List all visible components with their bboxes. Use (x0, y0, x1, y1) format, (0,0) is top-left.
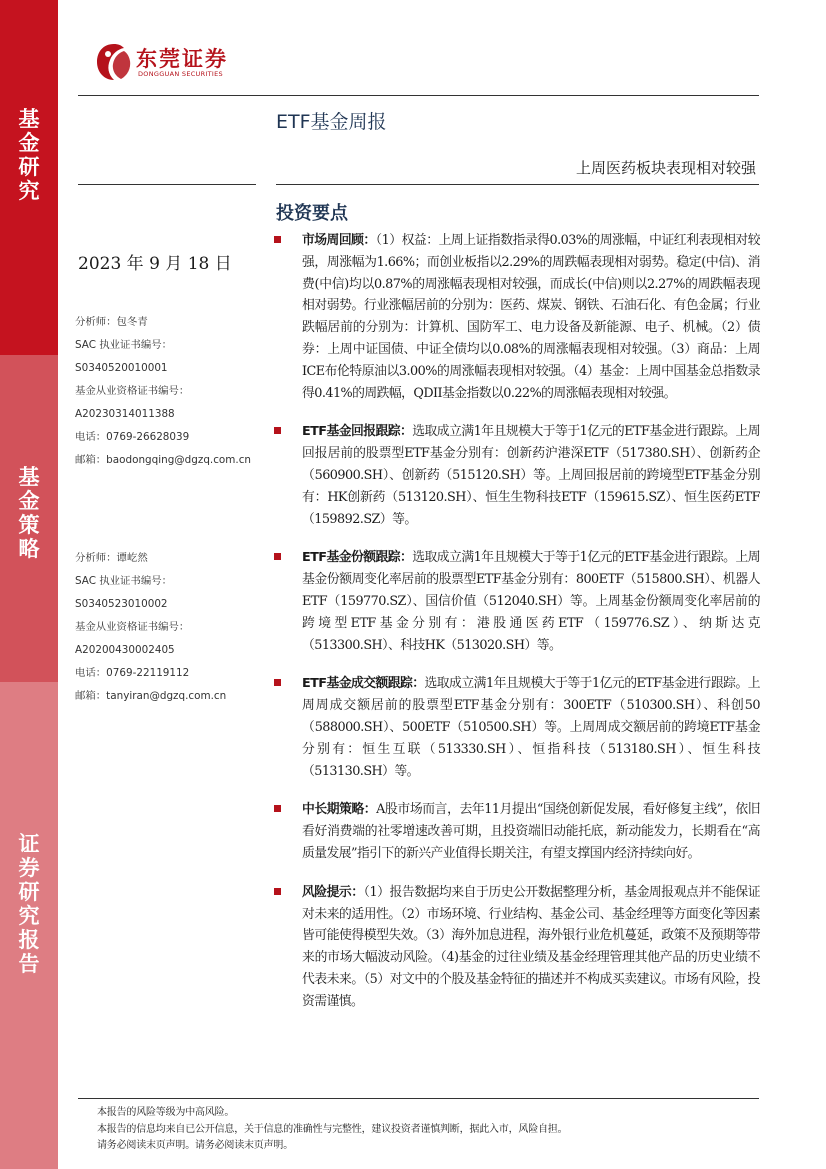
analyst-phone: 电话：0769-26628039 (75, 431, 190, 443)
key-point-heading: ETF基金份额跟踪： (302, 550, 413, 566)
logo-emblem-icon (94, 40, 134, 84)
sidebar-segment-fund-strategy (0, 355, 58, 682)
analyst-fund-label: 基金从业资格证书编号： (75, 385, 190, 397)
sidebar-label-fund-research: 基 金 研 究 (18, 107, 40, 203)
footer-info-source: 本报告的信息均来自已公开信息，关于信息的准确性与完整性，建议投资者谨慎判断，据此入市，风险自担。 (97, 1123, 568, 1135)
sidebar-segment-securities-report (0, 682, 58, 1169)
sidebar-label-securities-report: 证 券 研 究 报 告 (18, 832, 40, 976)
bullet-square-icon (274, 679, 281, 686)
analyst-name: 分析师：包冬青 (75, 316, 148, 328)
bullet-square-icon (274, 427, 281, 434)
bullet-square-icon (274, 236, 281, 243)
analyst-sac-label: SAC 执业证书编号： (75, 575, 173, 587)
key-point-text: 选取成立满1年且规模大于等于1亿元的ETF基金进行跟踪。上周周成交额居前的股票型ETF基金分别有：300ETF（510300.SH）、科创50（588000.SH）、500ETF（510500.SH）等。上周周成交额居前的跨境ETF基金分别有：恒生互联（513330.SH）、恒指科技（513180.SH）、恒生科技（513130.SH）等。 (302, 676, 760, 779)
bullet-square-icon (274, 888, 281, 895)
analyst-card (75, 314, 260, 475)
key-point-heading: ETF基金回报跟踪： (302, 424, 413, 440)
key-point-text: A股市场而言，去年11月提出“国绕创新促发展，看好修复主线”，依旧看好消费端的社零增速改善可期，且投资端旧动能托底，新动能发力，长期看在“高质量发展”指引下的新兴产业值得长期关注，有望支撑国内经济持续向好。 (302, 802, 760, 861)
key-point-long-term-strategy (272, 799, 760, 864)
key-point-text: 选取成立满1年且规模大于等于1亿元的ETF基金进行跟踪。上周回报居前的股票型ETF基金分别有：创新药沪港深ETF（517380.SH）、创新药企（560900.SH）、创新药（515120.SH）等。上周回报居前的跨境型ETF基金分别有：HK创新药（513120.SH）、恒生生物科技ETF（159615.SZ）、恒生医药ETF（159892.SZ）等。 (302, 424, 760, 527)
report-title: 上周医药板块表现相对较强 (575, 159, 756, 177)
key-point-risk-warning (272, 882, 760, 1013)
logo-wordmark: 东莞证券 (136, 47, 228, 71)
sidebar-label-fund-strategy: 基 金 策 略 (18, 465, 40, 561)
analyst-fund-label: 基金从业资格证书编号： (75, 621, 190, 633)
key-point-market-review (272, 230, 760, 404)
footer-rule (78, 1098, 759, 1099)
analyst-fund-number: A20230314011388 (75, 408, 175, 420)
footer-risk-level: 本报告的风险等级为中高风险。 (97, 1107, 235, 1118)
section-heading: 投资要点 (276, 203, 348, 224)
analyst-sac-label: SAC 执业证书编号： (75, 339, 173, 351)
analyst-sac-number: S0340523010002 (75, 598, 168, 610)
company-logo (94, 40, 234, 84)
logo-subtext: DONGGUAN SECURITIES (138, 70, 223, 78)
header-rule-top (78, 95, 759, 96)
analyst-email[interactable]: 邮箱：tanyiran@dgzq.com.cn (75, 690, 227, 702)
footer-read-declaration: 请务必阅读末页声明。请务必阅读末页声明。 (97, 1140, 293, 1151)
header-rule-right (276, 184, 759, 185)
key-point-text: 选取成立满1年且规模大于等于1亿元的ETF基金进行跟踪。上周基金份额周变化率居前的股票型ETF基金分别有：800ETF（515800.SH）、机器人ETF（159770.SZ）、国信价值（512040.SH）等。上周基金份额周变化率居前的跨境型ETF基金分别有：港股通医药ETF（159776.SZ）、纳斯达克（513300.SH）、科技HK（513020.SH）等。 (302, 550, 760, 653)
report-date: 2023 年 9 月 18 日 (78, 254, 232, 274)
key-point-text: （1）报告数据均来自于历史公开数据整理分析，基金周报观点并不能保证对未来的适用性。（2）市场环境、行业结构、基金公司、基金经理等方面变化等因素皆可能使得模型失效。（3）海外加息进程，海外银行业危机蔓延，政策不及预期等带来的市场大幅波动风险。（4)基金的过往业绩及基金经理管理其他产品的历史业绩不代表未来。（5）对文中的个股及基金特征的描述并不构成买卖建议。市场有风险，投资需谨慎。 (302, 884, 760, 1009)
key-point-heading: 中长期策略： (302, 802, 377, 818)
analyst-phone: 电话：0769-22119112 (75, 667, 190, 679)
footer-disclaimer (97, 1105, 567, 1155)
key-point-etf-share (272, 547, 760, 656)
key-point-etf-turnover (272, 673, 760, 782)
key-point-heading: 风险提示： (302, 884, 364, 900)
key-point-heading: 市场周回顾： (302, 233, 376, 248)
analyst-card (75, 550, 260, 711)
sidebar (0, 0, 58, 1169)
key-point-text: （1）权益：上周上证指数指录得0.03%的周涨幅，中证红利表现相对较强，周涨幅为1.66%；而创业板指以2.29%的周跌幅表现相对弱势。稳定(中信)、消费(中信)均以0.87%的周涨幅表现相对较强，而成长(中信)则以2.27%的周跌幅表现相对弱势。行业涨幅居前的分别为：医药、煤炭、钢铁、石油石化、有色金属；行业跌幅居前的分别为：计算机、国防军工、电力设备及新能源、电子、机械。（2）债券：上周中证国债、中证全债均以0.08%的周涨幅表现相对较强。（3）商品：上周ICE布伦特原油以3.00%的周涨幅表现相对较强。（4）基金：上周中国基金总指数录得0.41%的周跌幅，QDII基金指数以0.22%的周涨幅表现相对较强。 (302, 233, 760, 401)
bullet-square-icon (274, 553, 281, 560)
key-point-etf-return (272, 421, 760, 530)
header-rule-left (78, 184, 256, 185)
analyst-sac-number: S0340520010001 (75, 362, 168, 374)
analyst-fund-number: A20200430002405 (75, 644, 175, 656)
analyst-email[interactable]: 邮箱：baodongqing@dgzq.com.cn (75, 454, 252, 466)
key-points-list (272, 230, 760, 1013)
sidebar-segment-fund-research (0, 0, 58, 355)
analyst-name: 分析师：谭屹然 (75, 552, 148, 564)
key-point-heading: ETF基金成交额跟踪： (302, 676, 425, 692)
bullet-square-icon (274, 805, 281, 812)
report-type: ETF基金周报 (276, 111, 387, 133)
